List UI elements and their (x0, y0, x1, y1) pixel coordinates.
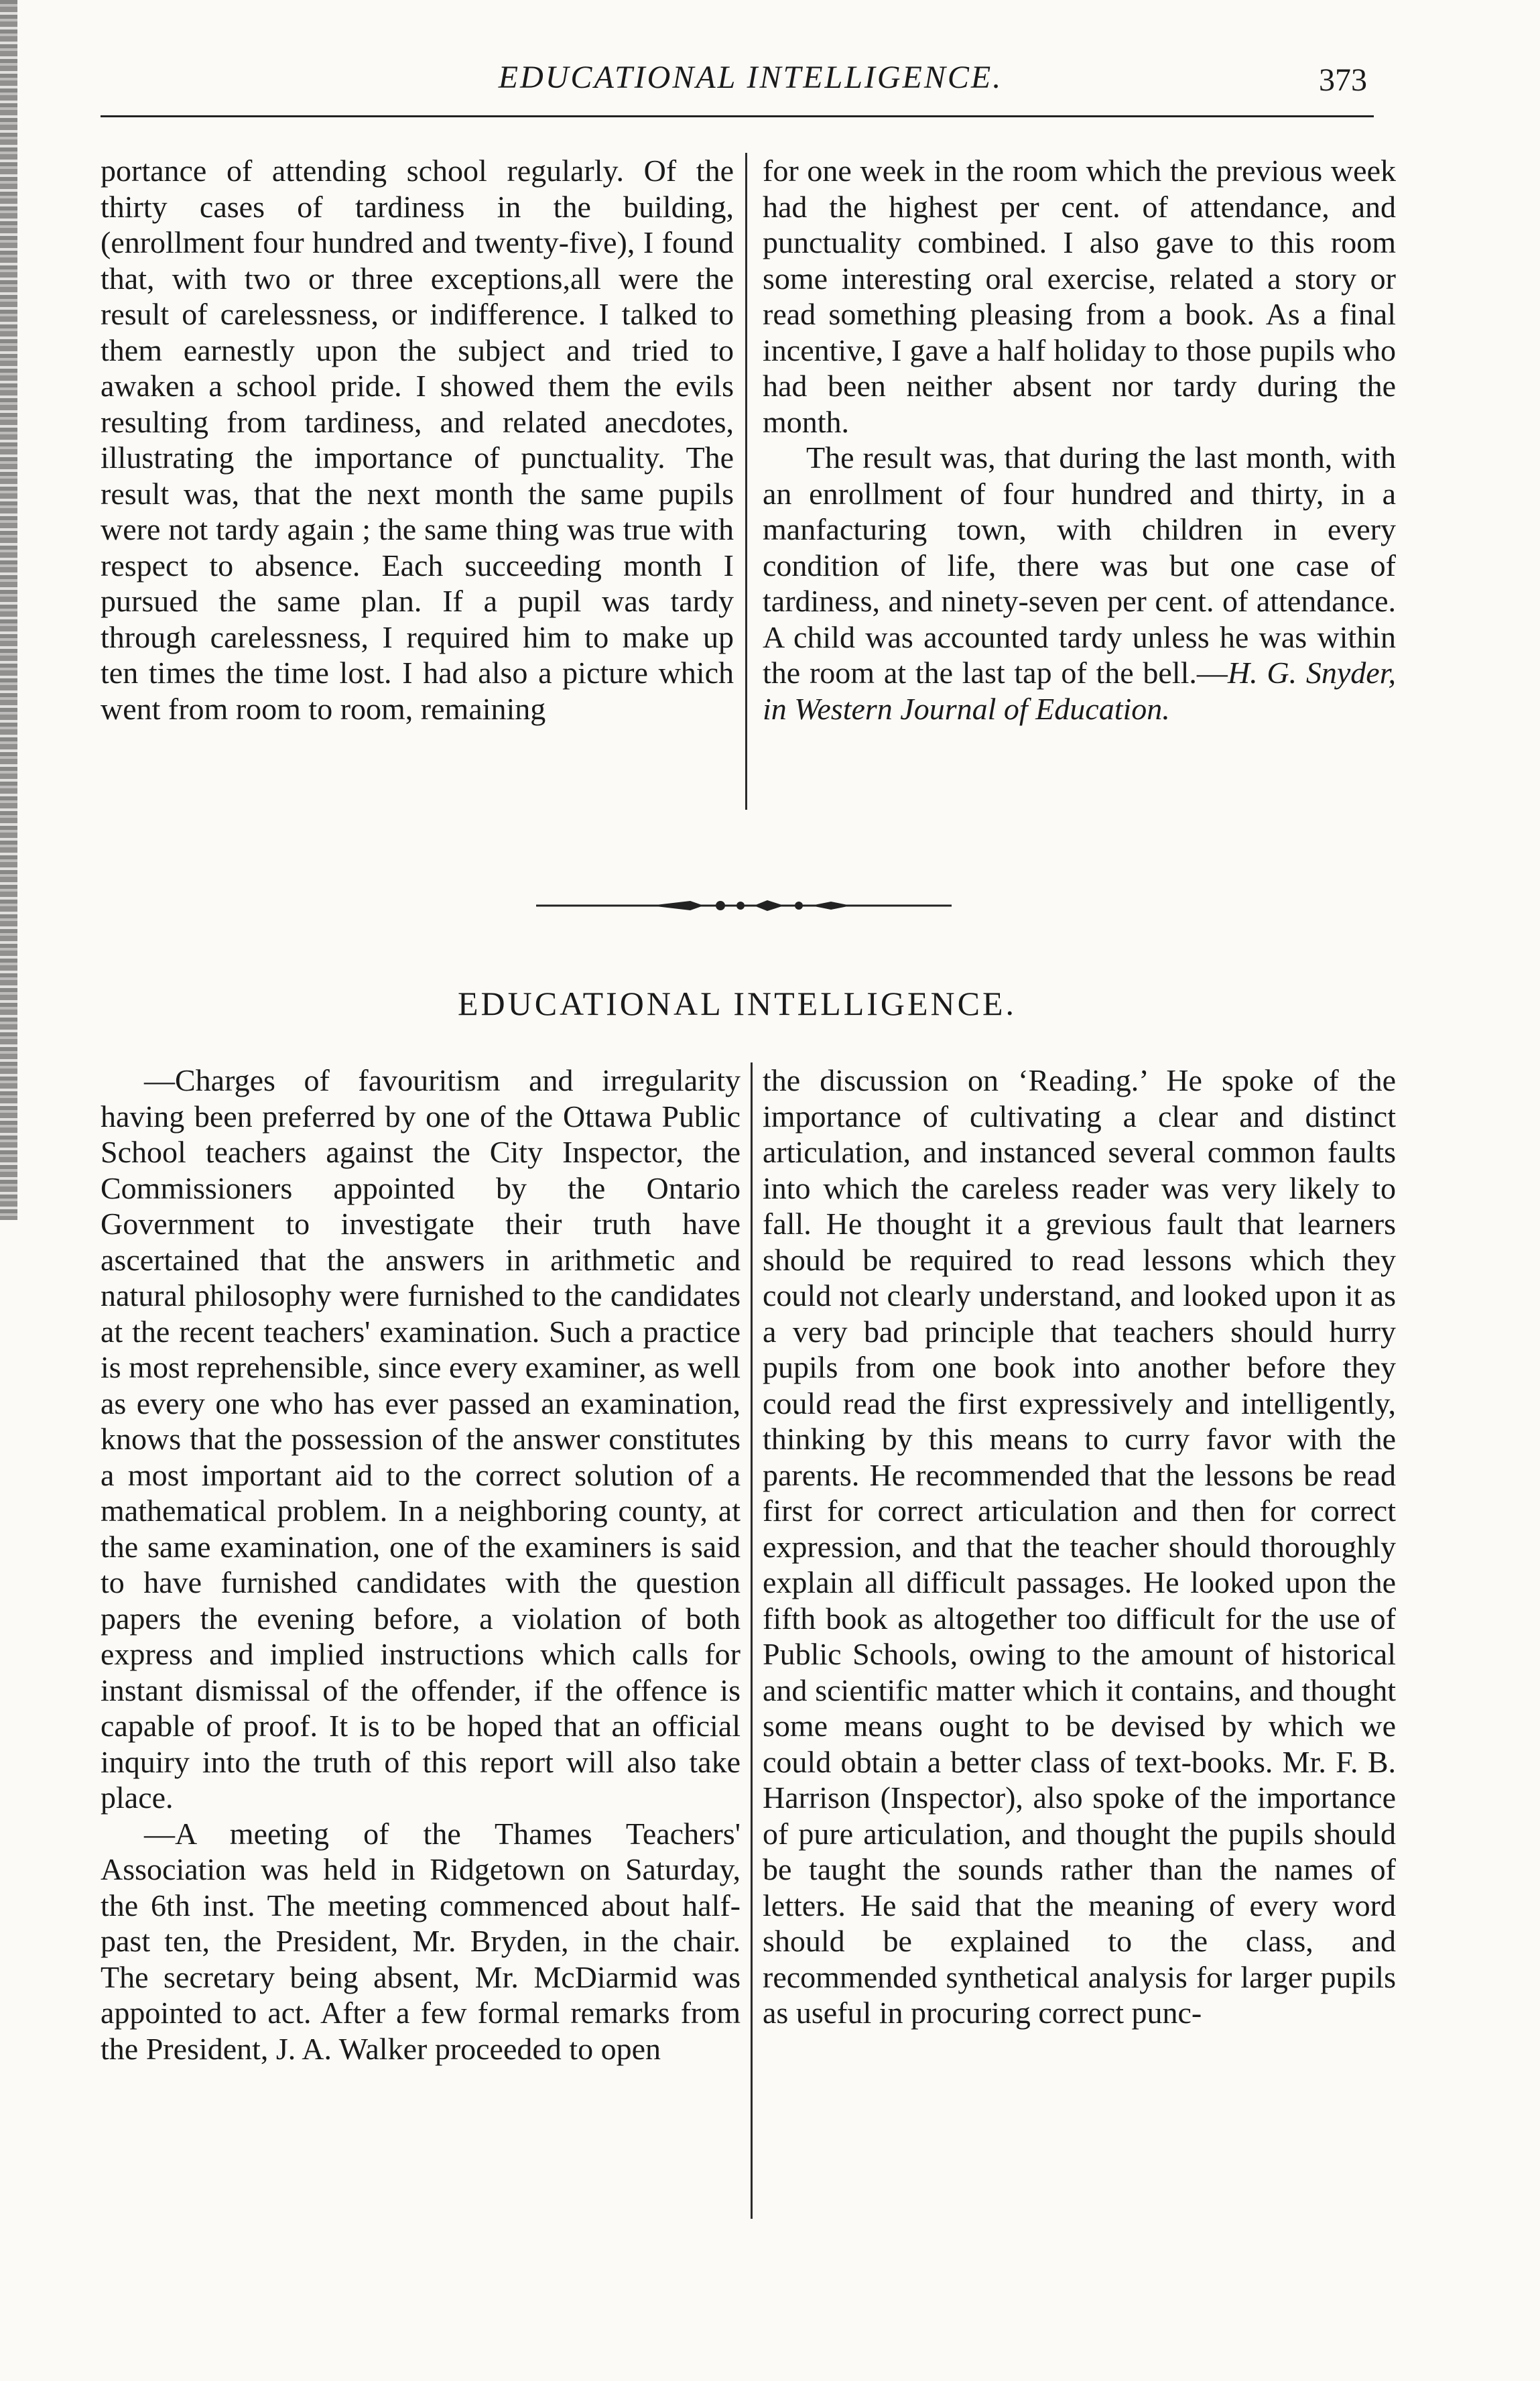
paragraph: the discussion on ‘Reading.’ He spoke of the importance of cultivating a clear and distinct articulation, and instanced several common faults into which the careless reader was very likely to fall. He thought it a grevious fault that learners should be required to read lessons which they could not clearly understand, and looked upon it as a very bad principle that teachers should hurry pupils from one book into another before they could read the first expressively and intelligently, thinking by this means to curry favor with the parents. He recommended that the lessons be read first for correct articulation and then for correct expression, and that the teacher should thoroughly explain all difficult passages. He looked upon the fifth book as altogether too difficult for the use of Public Schools, owing to the amount of historical and scientific matter which it contains, and thought some means ought to be devised by which we could obtain a better class of text-books. Mr. F. B. Harrison (Inspector), also spoke of the importance of pure articulation, and thought the pupils should be taught the sounds rather than the names of letters. He said that the meaning of every word should be explained to the class, and recommended synthetical analysis for larger pupils as useful in procuring correct punc- (763, 1063, 1396, 2030)
section-heading: EDUCATIONAL INTELLIGENCE. (457, 985, 1017, 1022)
bottom-right-column (763, 1062, 1396, 2031)
top-right-column (763, 153, 1396, 727)
scanned-page-edge (0, 0, 17, 1220)
page-number: 373 (1319, 62, 1367, 98)
column-divider (745, 153, 747, 810)
paragraph (763, 440, 1396, 727)
section-ornament (536, 896, 952, 916)
paragraph-text: The result was, that during the last month, with an enrollment of four hundred and thirty, in a manfacturing town, with children in every condition of life, there was but one case of tardiness, and ninety-seven per cent. of attendance. A child was accounted tardy unless he was within the room at the last tap of the bell.— (763, 440, 1396, 690)
top-left-column (101, 153, 734, 727)
paragraph: for one week in the room which the previous week had the highest per cent. of attendance, and punctuality combined. I also gave to this room some interesting oral exercise, related a story or read something pleasing from a book. As a final incentive, I gave a half holiday to those pupils who had been neither absent nor tardy during the month. (763, 154, 1396, 439)
page-header (101, 59, 1374, 106)
running-title: EDUCATIONAL INTELLIGENCE. (498, 60, 1003, 95)
paragraph: —A meeting of the Thames Teachers' Association was held in Ridgetown on Saturday, the 6th inst. The meeting commenced about half-past ten, the President, Mr. Bryden, in the chair. The secretary being absent, Mr. McDiarmid was appointed to act. After a few formal remarks from the President, J. A. Walker proceeded to open (101, 1816, 741, 2066)
header-rule (101, 115, 1374, 117)
paragraph: portance of attending school regularly. Of the thirty cases of tardiness in the building, (enrollment four hundred and twenty-five), I found that, with two or three exceptions,all were the result of carelessness, or indifference. I talked to them earnestly upon the subject and tried to awaken a school pride. I showed them the evils resulting from tardiness, and related anecdotes, illustrating the importance of punctuality. The result was, that the next month the same pupils were not tardy again ; the same thing was true with respect to absence. Each succeeding month I pursued the same plan. If a pupil was tardy through carelessness, I required him to make up ten times the time lost. I had also a picture which went from room to room, remaining (101, 154, 734, 726)
article-signature: H. G. Snyder, in Western Journal of Education. (763, 656, 1396, 726)
paragraph: —Charges of favouritism and irregularity having been preferred by one of the Ottawa Public School teachers against the City Inspector, the Commissioners appointed by the Ontario Government to investigate their truth have ascertained that the answers in arithmetic and natural philosophy were furnished to the candidates at the recent teachers' examination. Such a practice is most reprehensible, since every examiner, as well as every one who has ever passed an examination, knows that the possession of the answer constitutes a most important aid to the correct solution of a mathematical problem. In a neighboring county, at the same examination, one of the examiners is said to have furnished candidates with the question papers the evening before, a violation of both express and implied instructions which calls for instant dismissal of the offender, if the offence is capable of proof. It is to be hoped that an official inquiry into the truth of this report will also take place. (101, 1063, 741, 1815)
column-divider (751, 1062, 753, 2219)
bottom-left-column (101, 1062, 741, 2067)
